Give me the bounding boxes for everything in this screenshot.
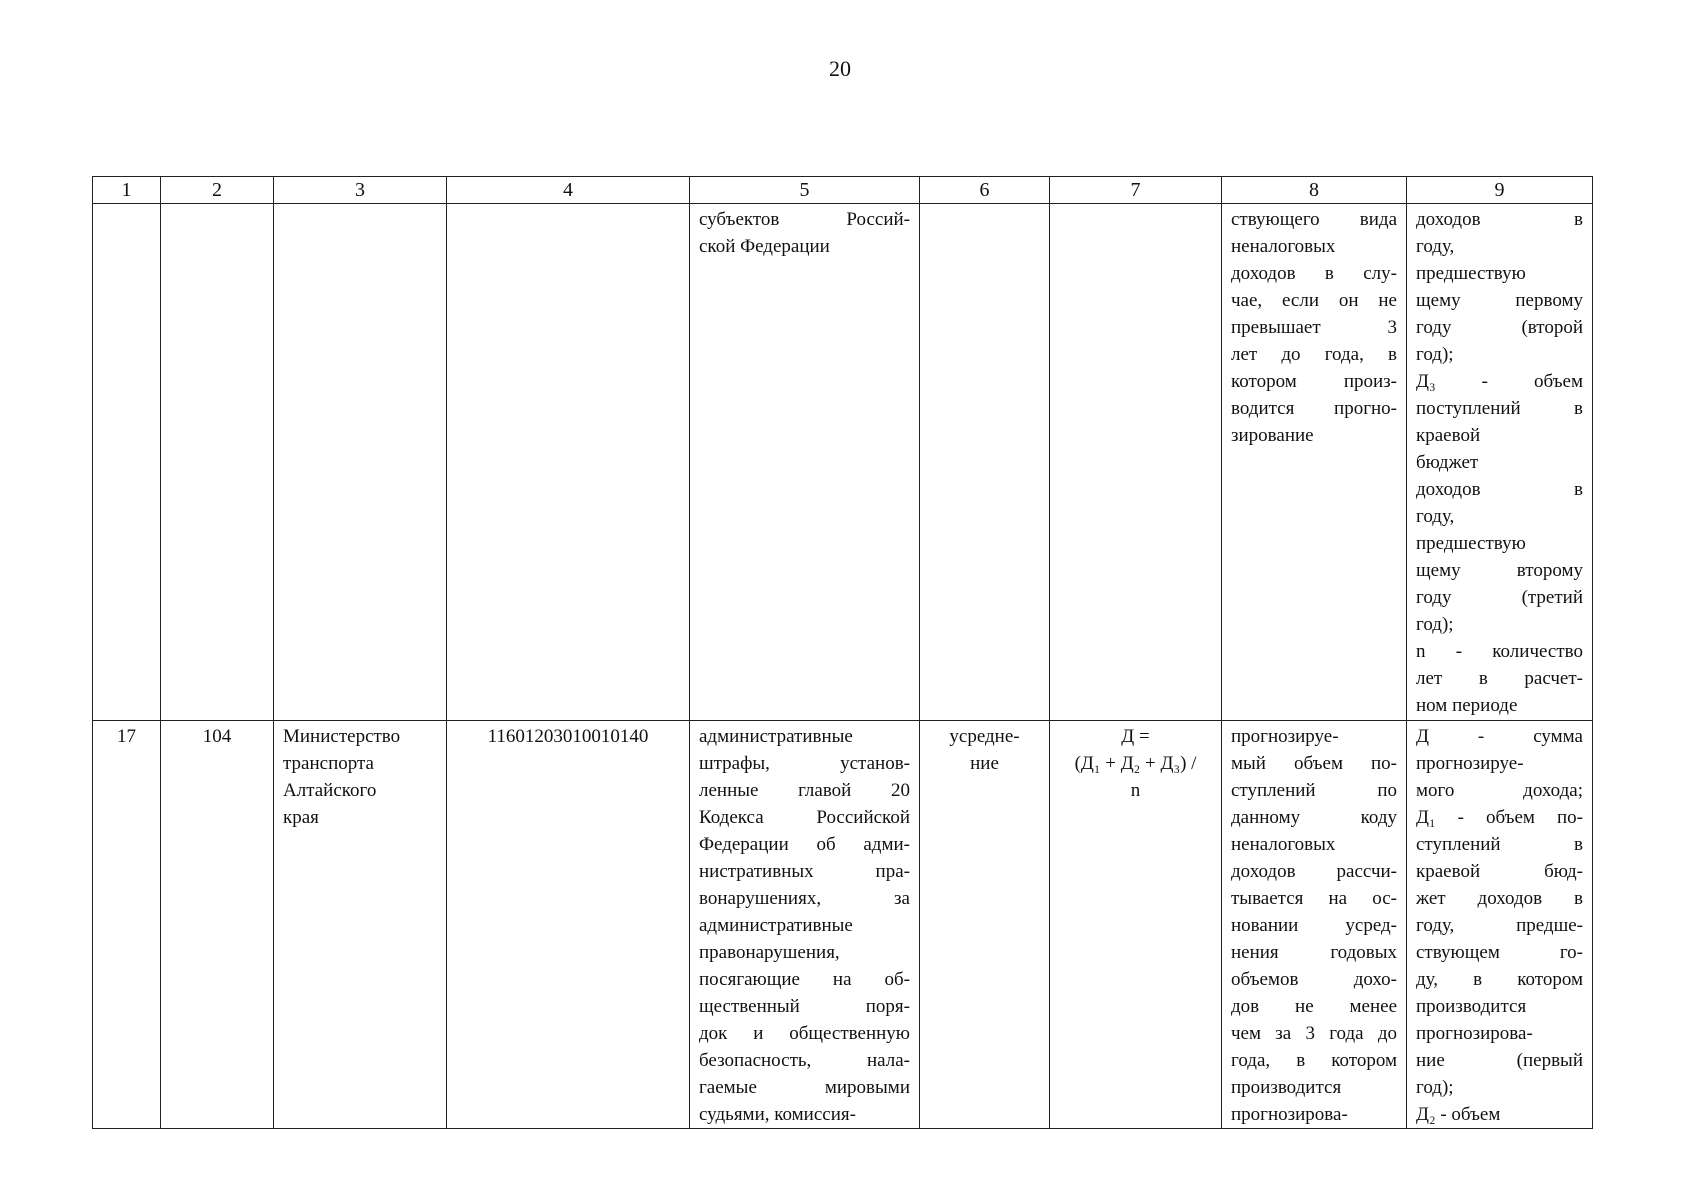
cell-line: безопасность, нала- xyxy=(699,1050,910,1071)
cell-line: ленные главой 20 xyxy=(699,780,910,801)
cell-line: году (второй xyxy=(1416,317,1583,338)
cell-line: щественный поря- xyxy=(699,996,910,1017)
cell-method xyxy=(920,721,1050,1129)
cell-line: доходов рассчи- xyxy=(1231,861,1397,882)
cell-formula xyxy=(1050,721,1222,1129)
table-row-continuation xyxy=(93,204,1593,721)
cell-line: водится прогно- xyxy=(1231,398,1397,419)
cell-number: 17 xyxy=(93,721,161,1129)
cell-line: доходов в xyxy=(1416,209,1583,230)
cell-line: ствующем го- xyxy=(1416,942,1583,963)
cell-line: административные xyxy=(699,915,853,936)
cell-line: бюджет xyxy=(1416,452,1479,473)
header-col-5: 5 xyxy=(690,177,920,204)
cell-line: год); xyxy=(1416,614,1454,635)
cell-revenue-name xyxy=(690,721,920,1129)
cell-line: транспорта xyxy=(283,753,374,774)
cell-line: году, xyxy=(1416,506,1455,527)
cell-line: края xyxy=(283,807,319,828)
cell-line: чае, если он не xyxy=(1231,290,1397,311)
cell-code: 104 xyxy=(161,721,274,1129)
cell-line: доходов в xyxy=(1416,479,1583,500)
table-row-17 xyxy=(93,721,1593,1129)
header-col-4: 4 xyxy=(447,177,690,204)
cell-line: щему первому xyxy=(1416,290,1583,311)
cell-line: превышает 3 xyxy=(1231,317,1397,338)
cell-line: мого дохода; xyxy=(1416,780,1583,801)
cell-line: ние xyxy=(970,753,999,774)
cell-line: краевой xyxy=(1416,425,1481,446)
cell-line: Д₂ - объем xyxy=(1416,1104,1501,1125)
revenue-forecast-table xyxy=(92,176,1593,1129)
header-col-2: 2 xyxy=(161,177,274,204)
cell-line: Д₃ - объем xyxy=(1416,371,1583,392)
cell-line: котором произ- xyxy=(1231,371,1397,392)
cell-line: правонарушения, xyxy=(699,942,840,963)
cell-line: Федерации об адми- xyxy=(699,834,910,855)
cell-administrator xyxy=(274,204,447,721)
cell-line: n - количество xyxy=(1416,641,1583,662)
cell-line: прогнозируе- xyxy=(1416,753,1524,774)
cell-line: гаемые мировыми xyxy=(699,1077,910,1098)
cell-line: ние (первый xyxy=(1416,1050,1583,1071)
cell-line: ступлений в xyxy=(1416,834,1583,855)
cell-line: нения годовых xyxy=(1231,942,1397,963)
header-col-9: 9 xyxy=(1407,177,1593,204)
cell-line: ду, в котором xyxy=(1416,969,1583,990)
cell-line: административные xyxy=(699,726,853,747)
cell-line: дов не менее xyxy=(1231,996,1397,1017)
cell-line: прогнозирова- xyxy=(1231,1104,1348,1125)
cell-line: объемов дохо- xyxy=(1231,969,1397,990)
cell-indicators xyxy=(1407,204,1593,721)
cell-line: жет доходов в xyxy=(1416,888,1583,909)
cell-line: года, в котором xyxy=(1231,1050,1397,1071)
header-col-8: 8 xyxy=(1222,177,1407,204)
cell-kbk xyxy=(447,204,690,721)
cell-line: лет в расчет- xyxy=(1416,668,1583,689)
header-col-7: 7 xyxy=(1050,177,1222,204)
cell-line: предшествую xyxy=(1416,263,1526,284)
cell-line: док и общественную xyxy=(699,1023,910,1044)
cell-administrator xyxy=(274,721,447,1129)
cell-line: щему второму xyxy=(1416,560,1583,581)
cell-line: n xyxy=(1130,780,1141,801)
cell-line: производится xyxy=(1416,996,1527,1017)
cell-line: производится xyxy=(1231,1077,1342,1098)
cell-number xyxy=(93,204,161,721)
cell-line: Алтайского xyxy=(283,780,377,801)
header-col-6: 6 xyxy=(920,177,1050,204)
cell-line: неналоговых xyxy=(1231,236,1336,257)
cell-line: штрафы, установ- xyxy=(699,753,910,774)
cell-algorithm xyxy=(1222,721,1407,1129)
cell-line: (Д₁ + Д₂ + Д₃) / xyxy=(1074,753,1197,774)
cell-line: год); xyxy=(1416,1077,1454,1098)
cell-line: году, xyxy=(1416,236,1455,257)
header-col-1: 1 xyxy=(93,177,161,204)
cell-line: Д = xyxy=(1121,726,1150,747)
cell-line: Д₁ - объем по- xyxy=(1416,807,1583,828)
cell-line: прогнозируе- xyxy=(1231,726,1339,747)
cell-line: прогнозирова- xyxy=(1416,1023,1533,1044)
cell-formula xyxy=(1050,204,1222,721)
cell-line: год); xyxy=(1416,344,1454,365)
cell-line: посягающие на об- xyxy=(699,969,910,990)
cell-method xyxy=(920,204,1050,721)
cell-line: вонарушениях, за xyxy=(699,888,910,909)
cell-line: тывается на ос- xyxy=(1231,888,1397,909)
cell-line: Д - сумма xyxy=(1416,726,1583,747)
cell-line: субъектов Россий- xyxy=(699,209,910,230)
cell-line: ступлений по xyxy=(1231,780,1397,801)
cell-line: доходов в слу- xyxy=(1231,263,1397,284)
cell-line: краевой бюд- xyxy=(1416,861,1583,882)
cell-line: чем за 3 года до xyxy=(1231,1023,1397,1044)
cell-line: судьями, комиссия- xyxy=(699,1104,856,1125)
page-number: 20 xyxy=(829,56,851,81)
cell-line: ном периоде xyxy=(1416,695,1518,716)
cell-code xyxy=(161,204,274,721)
cell-line: поступлений в xyxy=(1416,398,1583,419)
cell-line: данному коду xyxy=(1231,807,1397,828)
cell-line: Кодекса Российской xyxy=(699,807,910,828)
cell-kbk: 11601203010010140 xyxy=(447,721,690,1129)
table-header-row xyxy=(93,177,1593,204)
cell-line: году (третий xyxy=(1416,587,1583,608)
cell-indicators xyxy=(1407,721,1593,1129)
cell-line: зирование xyxy=(1231,425,1314,446)
cell-algorithm xyxy=(1222,204,1407,721)
cell-revenue-name xyxy=(690,204,920,721)
cell-line: году, предше- xyxy=(1416,915,1583,936)
cell-line: Министерство xyxy=(283,726,401,747)
cell-line: ской Федерации xyxy=(699,236,830,257)
cell-line: новании усред- xyxy=(1231,915,1397,936)
cell-line: предшествую xyxy=(1416,533,1526,554)
cell-line: лет до года, в xyxy=(1231,344,1397,365)
cell-line: нистративных пра- xyxy=(699,861,910,882)
cell-line: ствующего вида xyxy=(1231,209,1397,230)
cell-line: неналоговых xyxy=(1231,834,1336,855)
cell-line: мый объем по- xyxy=(1231,753,1397,774)
cell-line: усредне- xyxy=(949,726,1020,747)
header-col-3: 3 xyxy=(274,177,447,204)
